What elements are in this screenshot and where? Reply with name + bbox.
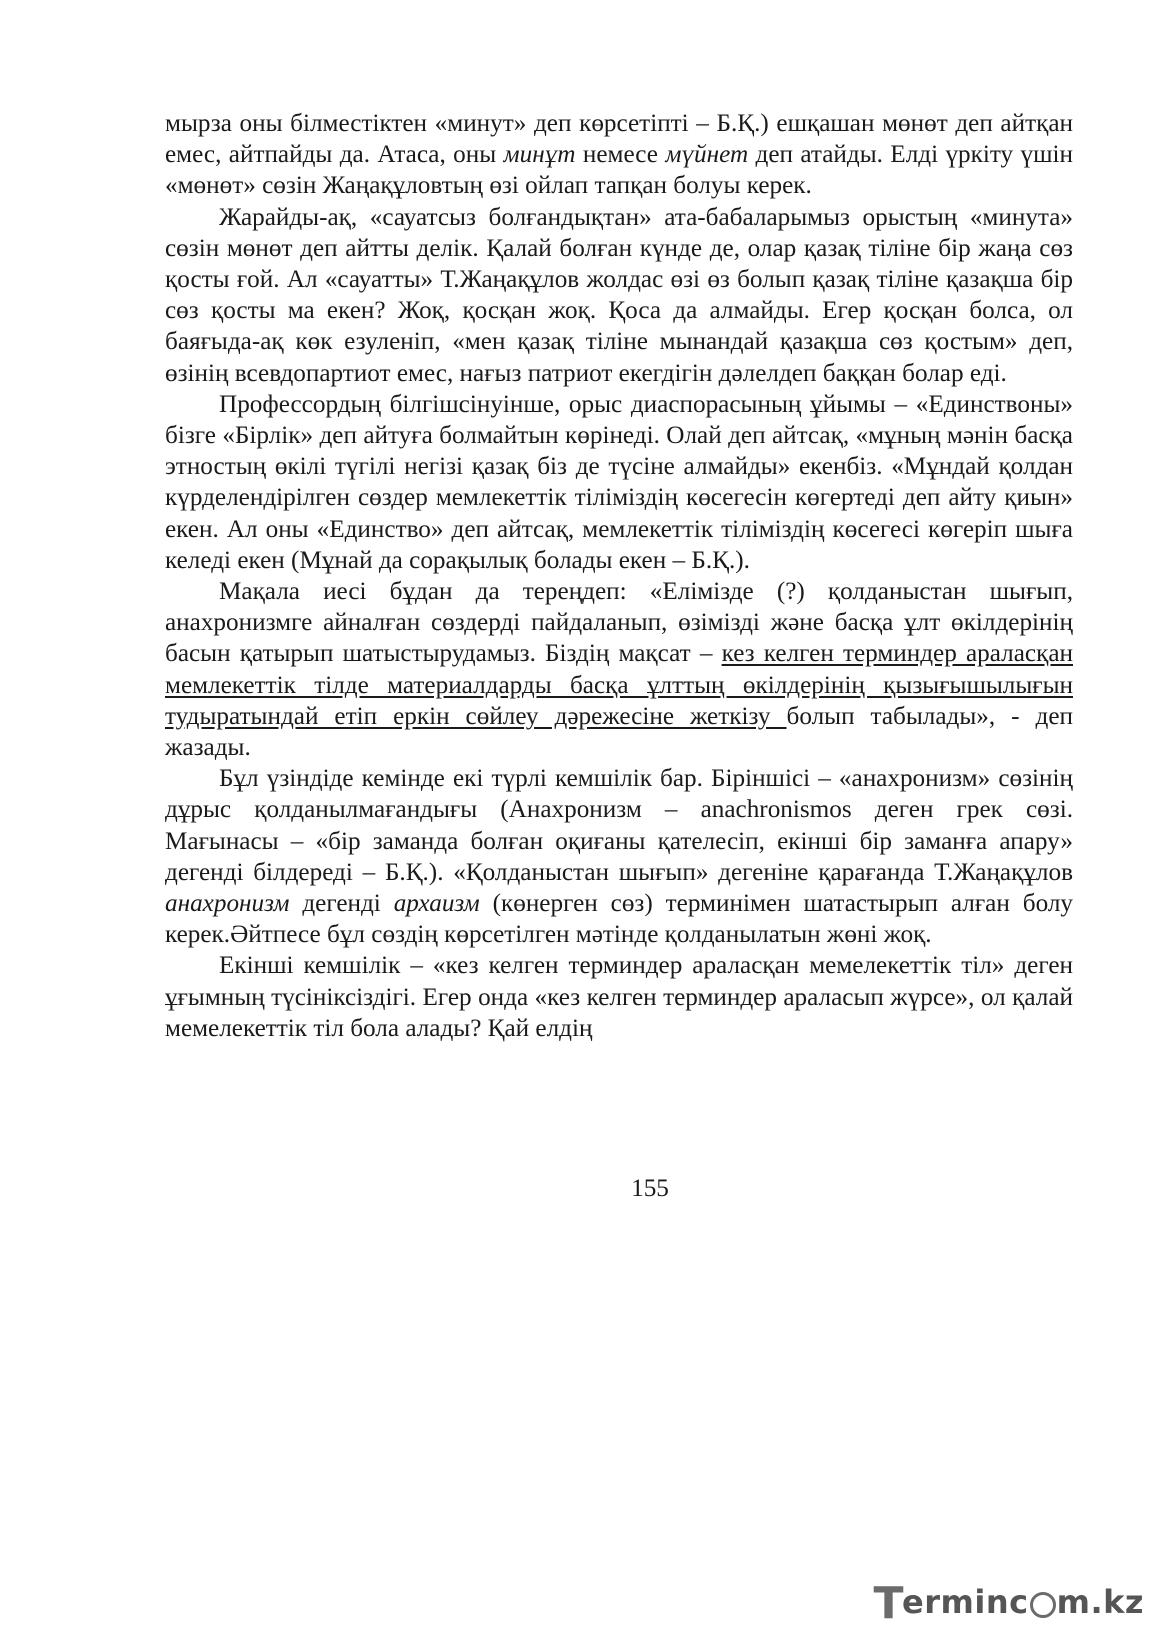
paragraph-text: мырза оны білместіктен «минут» деп көрсетіпті – Б.Қ.) ешқашан мөнөт деп айтқан емес, айтпайды да. Атаса, оны xyxy=(165,110,1073,169)
paragraph-text: Жарайды-ақ, «сауатсыз болғандықтан» ата-бабаларымыз орыстың «минута» сөзін мөнөт деп айтты делік. Қалай болған күнде де, олар қазақ тіліне бір жаңа сөз қосты ғой. Ал «сауатты» Т.Жаңақұлов жолдас өзі өз болып қазақ тіліне қазақша бір сөз қосты ма екен? Жоқ, қосқан жоқ. Қоса да алмайды. Егер қосқан болса, ол баяғыда-ақ көк езуленіп, «мен қазақ тіліне мынандай қазақша сөз қостым» деп, өзінің всевдопартиот емес, нағыз патриот екегдігін дәлелдеп баққан болар еді. xyxy=(165,203,1073,387)
watermark-t-glyph: T xyxy=(873,1578,905,1629)
paragraph-text: Екінші кемшілік – «кез келген терминдер араласқан мемелекеттік тіл» деген ұғымның түсініксіздігі. Егер онда «кез келген терминдер араласып жүрсе», ол қалай мемелекеттік тіл бола алады? Қай елдің xyxy=(165,952,1073,1042)
paragraph-text: деп атайды. Елді үркіту үшін «мөнөт» сөзін Жаңақұловтың өзі ойлап тапқан болуы керек. xyxy=(165,141,1073,200)
watermark-text-3: m.kz xyxy=(1056,1582,1144,1621)
paragraph xyxy=(165,389,1073,576)
italic-term: анахронизм xyxy=(165,890,290,918)
italic-term: архаизм xyxy=(393,890,480,918)
italic-term: мүйнет xyxy=(665,141,749,169)
underlined-quote: кез келген терминдер араласқан мемлекеттік тілде материалдарды басқа ұлттың өкілдерінің қызығышылығын тудыратындай етіп еркін сөйлеу дәрежесіне жеткізу xyxy=(165,640,1073,730)
watermark-o-circle-icon xyxy=(1030,1592,1056,1618)
paragraph xyxy=(165,202,1073,389)
watermark-text-1: ermin xyxy=(902,1582,1010,1621)
page-number: 155 xyxy=(631,1175,669,1202)
watermark-text-2: c xyxy=(1009,1582,1029,1621)
paragraph-text: (көнерген сөз) терминімен шатастырып алған болу керек.Әйтпесе бұл сөздің көрсетілген мәтінде қолданылатын жөні жоқ. xyxy=(165,890,1073,949)
paragraph-text: Мақала иесі бұдан да тереңдеп: «Елімізде (?) қолданыстан шығып, анахронизмге айналған сөздерді пайдаланып, өзімізді және басқа ұлт өкілдерінің басын қатырып шатыстырудамыз. Біздің мақсат – xyxy=(165,578,1073,668)
paragraph-text: Бұл үзіндіде кемінде екі түрлі кемшілік бар. Біріншісі – «анахронизм» сөзінің дұрыс қолданылмағандығы (Анахронизм – anachronismos деген грек сөзі. Мағынасы – «бір заманда болған оқиғаны қателесіп, екінші бір заманға апару» дегенді білдереді – Б.Қ.). «Қолданыстан шығып» дегеніне қарағанда Т.Жаңақұлов xyxy=(165,765,1073,886)
page-number-wrap xyxy=(0,1175,1158,1203)
paragraph-text: немесе xyxy=(575,141,666,169)
watermark-logo xyxy=(874,1576,1144,1627)
paragraph-text: болып табылады», - деп жазады. xyxy=(165,702,1073,762)
paragraph-text: Профессордың білгішсінуінше, орыс диаспорасының ұйымы – «Единствоны» бізге «Бірлік» деп айтуға болмайтын көрінеді. Олай деп айтсақ, «мұның мәнін басқа этностың өкілі түгілі негізі қазақ біз де түсіне алмайды» екенбіз. «Мұндай қолдан күрделендірілген сөздер мемлекеттік тіліміздің көсегесін көгертеді деп айту қиын» екен. Ал оны «Единство» деп айтсақ, мемлекеттік тіліміздің көсегесі көгеріп шыға келеді екен (Мұнай да сорақылық болады екен – Б.Қ.). xyxy=(165,390,1073,574)
italic-term: минұт xyxy=(503,141,576,169)
paragraph-text: дегенді xyxy=(289,890,394,918)
page-body xyxy=(165,108,1073,1044)
paragraph xyxy=(165,576,1073,763)
paragraph xyxy=(165,763,1073,950)
paragraph xyxy=(165,950,1073,1044)
paragraph xyxy=(165,108,1073,202)
